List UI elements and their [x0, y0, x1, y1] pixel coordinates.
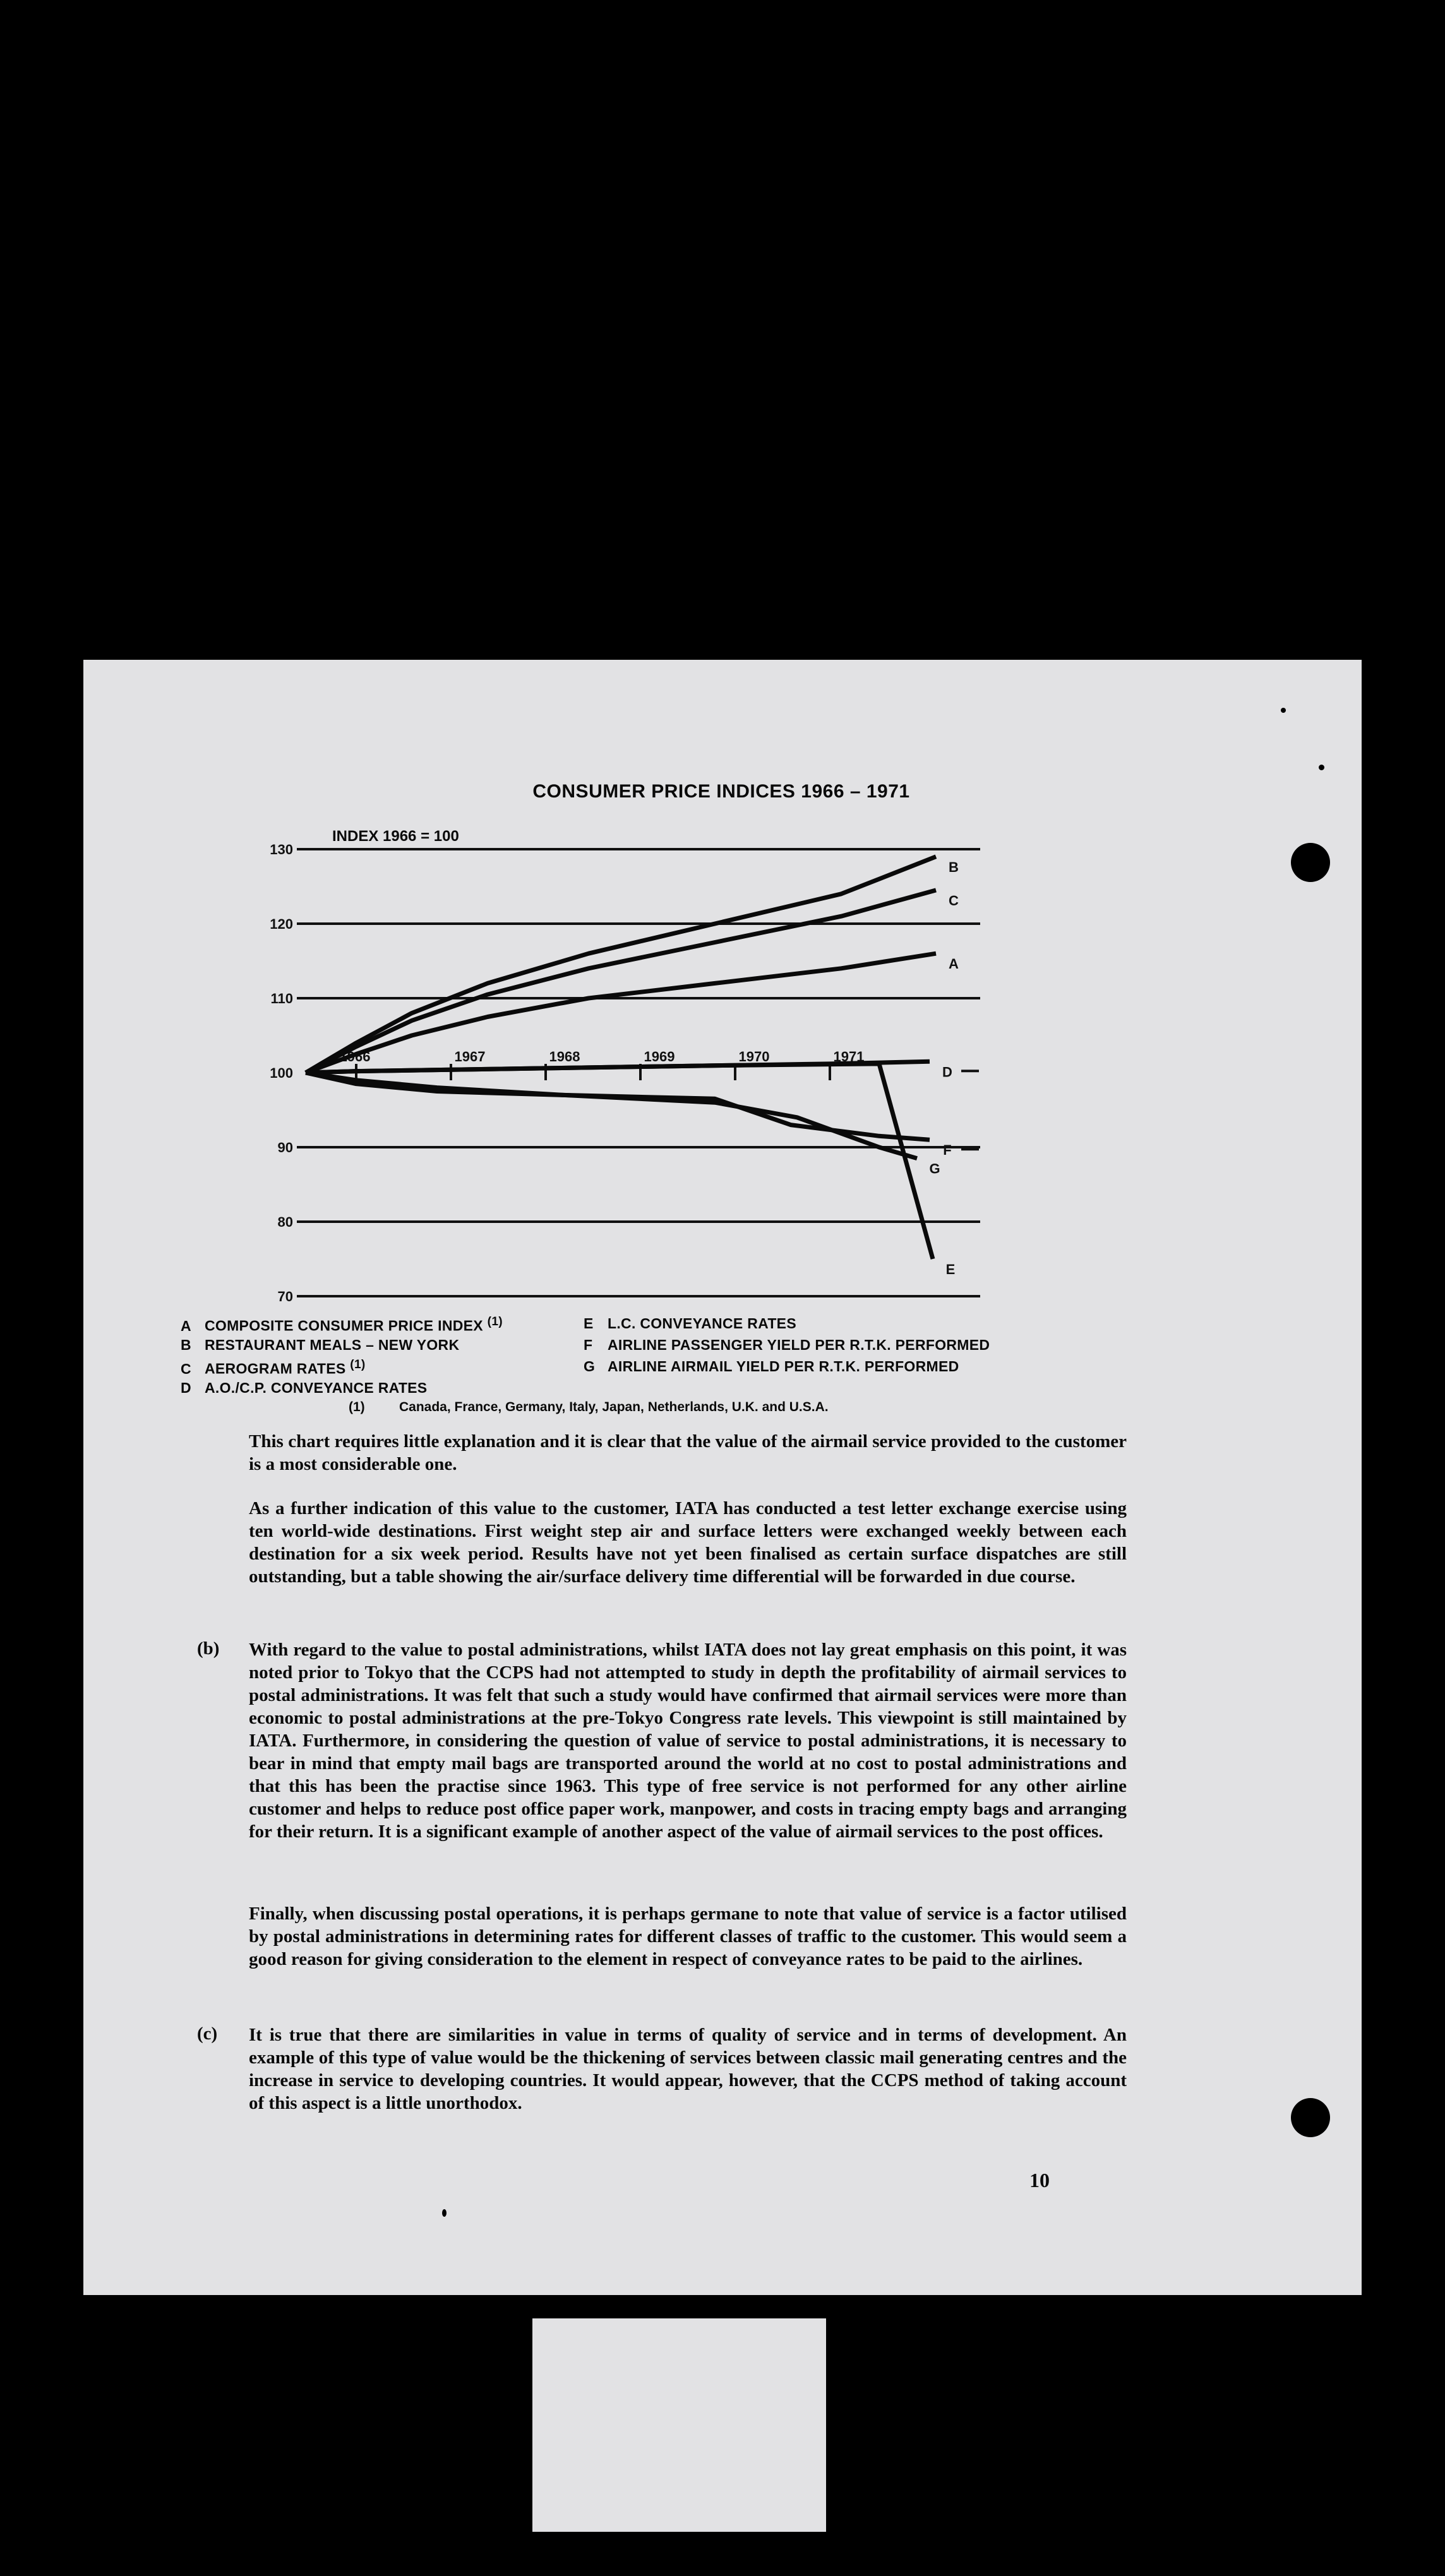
y-axis-label: INDEX 1966 = 100: [332, 828, 459, 845]
legend-key: D: [181, 1380, 191, 1396]
y-tick-120: 120: [270, 916, 293, 932]
legend-text: AIRLINE PASSENGER YIELD PER R.T.K. PERFORMED: [608, 1337, 990, 1353]
y-tick-70: 70: [277, 1289, 293, 1304]
y-tick-110: 110: [270, 991, 293, 1006]
chart-title: CONSUMER PRICE INDICES 1966 – 1971: [532, 781, 910, 802]
paragraph-c: It is true that there are similarities in value in terms of quality of service and in terms of development. An example of this type of value would be the thickening of services between classic mail generating centres and the increase in service to developing countries. It would appear, however, that the CCPS method of taking account of this aspect is a little unorthodox.: [249, 2025, 1127, 2113]
series-line-e: [306, 1064, 933, 1259]
legend-item-d: [181, 1380, 427, 1397]
y-tick-80: 80: [277, 1214, 293, 1230]
paragraph-finally: Finally, when discussing postal operations, it is perhaps germane to note that value of service is a factor utilised by postal administrations in determining rates for different classes of traffic to the customer. This would seem a good reason for giving consideration to the element in respect of conveyance rates to be paid to the airlines.: [249, 1904, 1127, 1969]
y-tick-90: 90: [277, 1140, 293, 1155]
x-tick-1967: 1967: [454, 1049, 486, 1064]
page-number: 10: [1029, 2169, 1050, 2191]
legend-key: F: [584, 1337, 593, 1353]
y-tick-labels: [270, 842, 293, 1304]
legend-item-e: [584, 1315, 796, 1332]
paragraph-b: With regard to the value to postal administrations, whilst IATA does not lay great emphasis on this point, it was noted prior to Tokyo that the CCPS had not attempted to study in depth the profitability of airmail services to postal administrations. It was felt that such a study would have confirmed that airmail services were more than economic to postal administrations at the pre-Tokyo Congress rate levels. This viewpoint is still maintained by IATA. Furthermore, in considering the question of value of service to postal administrations, it is necessary to bear in mind that empty mail bags are transported around the world at no cost to postal administrations and that this has been the practise since 1963. This type of free service is not performed for any other airline customer and helps to reduce post office paper work, manpower, and costs in tracing empty bags and arranging for their return. It is a significant example of another aspect of the value of airmail services to the post offices.: [249, 1640, 1127, 1842]
legend-item-g: [584, 1358, 959, 1375]
series-end-label-b: B: [949, 859, 959, 875]
legend-item-f: [584, 1337, 990, 1354]
footnote-number: (1): [349, 1400, 365, 1414]
x-tick-1966: 1966: [339, 1049, 371, 1064]
legend-text: RESTAURANT MEALS – NEW YORK: [205, 1337, 460, 1353]
series-end-label-f: F: [943, 1142, 952, 1159]
legend-item-c: [181, 1358, 366, 1378]
legend-text: COMPOSITE CONSUMER PRICE INDEX: [205, 1317, 483, 1334]
series-end-label-c: C: [949, 892, 959, 909]
legend-text: AIRLINE AIRMAIL YIELD PER R.T.K. PERFORMED: [608, 1358, 959, 1374]
legend-key: B: [181, 1337, 191, 1353]
series-line-g: [306, 1073, 917, 1159]
document-page: [83, 660, 1362, 2295]
paragraph-2: As a further indication of this value to the customer, IATA has conducted a test letter exchange exercise using ten world-wide destinations. First weight step air and surface letters were exchanged weekly between each destination for a six week period. Results have not yet been finalised as certain surface dispatches are still outstanding, but a table showing the air/surface delivery time differential will be forwarded in due course.: [249, 1498, 1127, 1587]
x-tick-1971: 1971: [833, 1049, 865, 1064]
legend-text: A.O./C.P. CONVEYANCE RATES: [205, 1380, 428, 1396]
legend-text: L.C. CONVEYANCE RATES: [608, 1315, 796, 1332]
y-tick-100: 100: [270, 1065, 293, 1081]
series-end-label-g: G: [929, 1160, 940, 1177]
section-label-b: (b): [197, 1638, 220, 1659]
legend-key: G: [584, 1358, 596, 1374]
x-tick-1969: 1969: [644, 1049, 675, 1064]
series-end-labels: [929, 859, 979, 1277]
speck: [442, 2209, 447, 2217]
series-end-label-a: A: [949, 956, 959, 972]
x-tick-1968: 1968: [549, 1049, 580, 1064]
paragraph-1: This chart requires little explanation and it is clear that the value of the airmail service provided to the customer is a most considerable one.: [249, 1431, 1127, 1474]
legend-sup: (1): [487, 1315, 503, 1328]
legend-item-b: [181, 1337, 459, 1354]
x-tick-1970: 1970: [738, 1049, 770, 1064]
chart-footnote: [349, 1400, 829, 1415]
legend-item-a: [181, 1315, 503, 1335]
series-end-label-d: D: [942, 1064, 952, 1080]
punch-hole-bottom: [1291, 2098, 1330, 2137]
series-line-c: [306, 890, 936, 1073]
legend-key: E: [584, 1315, 594, 1332]
section-label-c: (c): [197, 2024, 218, 2044]
legend-key: C: [181, 1360, 191, 1377]
series-end-label-e: E: [945, 1261, 956, 1277]
blank-card: [532, 2318, 826, 2532]
y-tick-130: 130: [270, 842, 293, 857]
legend-sup: (1): [350, 1358, 366, 1371]
legend-text: AEROGRAM RATES: [205, 1360, 346, 1377]
line-chart: [83, 660, 1362, 1405]
footnote-text: Canada, France, Germany, Italy, Japan, Netherlands, U.K. and U.S.A.: [399, 1400, 829, 1414]
legend-key: A: [181, 1317, 191, 1334]
